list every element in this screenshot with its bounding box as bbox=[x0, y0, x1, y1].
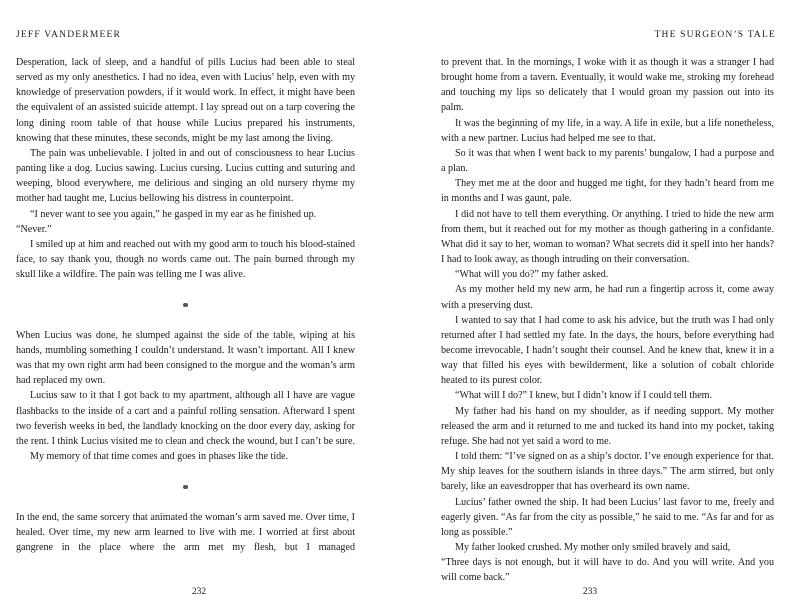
right-page-text bbox=[441, 55, 774, 585]
section-break-bullet-icon bbox=[183, 485, 188, 490]
page-number: 232 bbox=[191, 587, 207, 597]
running-head-author: JEFF VANDERMEER bbox=[16, 30, 122, 40]
paragraph: Lucius’ father owned the ship. It had been Lucius’ last favor to me, freely and eagerly given. “As far from the city as possible,” he said to me. “As far and for as long as possible.” bbox=[441, 496, 774, 538]
paragraph: “I never want to see you again,” he gasped in my ear as he finished up. bbox=[30, 208, 317, 220]
paragraph: “What will you do?” my father asked. bbox=[455, 269, 609, 281]
section-break bbox=[16, 282, 355, 328]
paragraph: I did not have to tell them everything. Or anything. I tried to hide the new arm from them, but it reached out for my mother as though gathering in a confidante. What did it say to her, woman to woman? What secrets did it spell into her hands? I had to look away, as though intruding on their conversation. bbox=[441, 208, 774, 266]
paragraph: Desperation, lack of sleep, and a handful of pills Lucius had been able to steal served as my only anesthetics. I had no idea, even with Lucius’ help, even with my knowledge of preservation powders, if it would work. In effect, it might have been the equivalent of an assisted suicide attempt. I lay spread out on a tarp covering the long dining room table of that house while Lucius prepared his instruments, knowing that these minutes, these seconds, might be my last among the living. bbox=[16, 57, 355, 144]
section-break bbox=[16, 464, 355, 510]
paragraph: My memory of that time comes and goes in phases like the tide. bbox=[30, 451, 289, 463]
running-head-title: THE SURGEON’S TALE bbox=[654, 30, 776, 40]
paragraph: So it was that when I went back to my parents’ bungalow, I had a purpose and a plan. bbox=[441, 147, 774, 175]
left-page-text bbox=[16, 55, 355, 555]
paragraph: “Never.” bbox=[16, 223, 52, 235]
paragraph: My father had his hand on my shoulder, as if needing support. My mother released the arm and it returned to me and tucked its hand into my pocket, taking refuge. She had not yet said a word to me. bbox=[441, 405, 774, 447]
paragraph: “Three days is not enough, but it will have to do. And you will write. And you will come back.” bbox=[441, 557, 774, 584]
right-page bbox=[396, 0, 792, 612]
paragraph: As my mother held my new arm, he had run a fingertip across it, come away with a preserving dust. bbox=[441, 284, 774, 311]
paragraph: I wanted to say that I had come to ask his advice, but the truth was I had only returned after I had settled my fate. In the days, the hours, before everything had become irrevocable, I hadn’t sought their counsel. And he knew that, knew it in a way that filled his eyes with bewilderment, like a solution of cobalt chloride heated to its purest color. bbox=[441, 314, 774, 387]
paragraph: My father looked crushed. My mother only smiled bravely and said, bbox=[455, 542, 731, 553]
paragraph: to prevent that. In the mornings, I woke with it as though it was a stranger I had brought home from a tavern. Eventually, it would wake me, stroking my forehead and touching my lips so delicately that I would groan my passion out into its palm. bbox=[441, 57, 774, 114]
paragraph: It was the beginning of my life, in a way. A life in exile, but a life nonetheless, with a new partner. Lucius had helped me see to that. bbox=[441, 117, 774, 144]
paragraph: In the end, the same sorcery that animated the woman’s arm saved me. Over time, I healed. Over time, my new arm learned to live with me. I worried at first about gangrene in the place where the arm met my flesh, but I managed bbox=[16, 511, 355, 554]
paragraph: “What will I do?” I knew, but I didn’t know if I could tell them. bbox=[455, 390, 713, 402]
paragraph: Lucius saw to it that I got back to my apartment, although all I have are vague flashbacks to the inside of a cart and a painful rolling sensation. Afterward I spent two feverish weeks in bed, the landlady knocking on the door every day, asking for the rent. I think Lucius visited me to clean and check the wound, but I can’t be sure. bbox=[16, 390, 355, 447]
paragraph: They met me at the door and hugged me tight, for they hadn’t heard from me in months and I was gaunt, pale. bbox=[441, 178, 774, 205]
paragraph: The pain was unbelievable. I jolted in and out of consciousness to hear Lucius panting like a dog. Lucius sawing. Lucius cursing. Lucius cutting and suturing and weeping, blood everywhere, me delirious and singing an old nursery rhyme my mother had taught me, Lucius bellowing his distress in counterpoint. bbox=[16, 147, 355, 205]
paragraph: I told them: “I’ve signed on as a ship’s doctor. I’ve enough experience for that. My ship leaves for the southern islands in three days.” The arm stirred, but only barely, like an eavesdropper that has overheard its own name. bbox=[441, 451, 774, 493]
page-number: 233 bbox=[582, 587, 598, 597]
paragraph: I smiled up at him and reached out with my good arm to touch his blood-stained face, to say thank you, though no words came out. The pain burned through my skull like a wildfire. The pain was telling me I was alive. bbox=[16, 238, 355, 281]
paragraph: When Lucius was done, he slumped against the side of the table, wiping at his hands, mumbling something I couldn’t understand. It wasn’t important. All I knew was that my own right arm had been consigned to the morgue and the woman’s arm had replaced my own. bbox=[16, 329, 355, 387]
section-break-bullet-icon bbox=[183, 303, 188, 308]
